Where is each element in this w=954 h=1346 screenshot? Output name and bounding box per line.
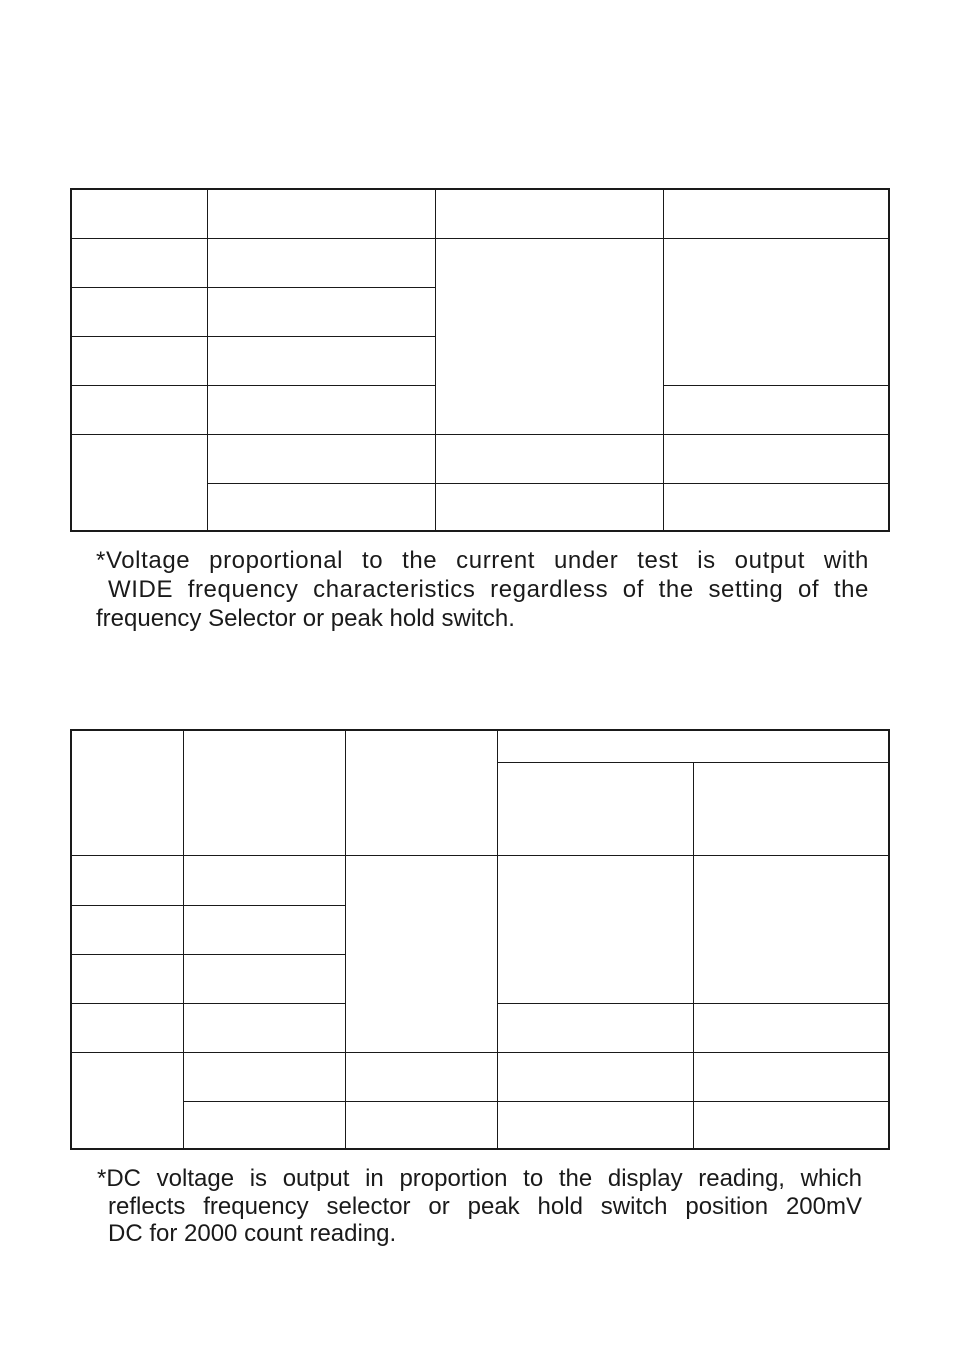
note-line: WIDE frequency characteristics regardless of the setting of the	[108, 576, 869, 603]
table-rule	[72, 954, 345, 955]
note-line: reflects frequency selector or peak hold switch position 200mV	[108, 1192, 862, 1220]
table-rule	[497, 731, 498, 1148]
output-table-1	[70, 188, 890, 532]
table-rule	[72, 336, 435, 337]
table-rule	[72, 238, 888, 239]
table-rule	[183, 1101, 888, 1102]
table-rule	[72, 855, 888, 856]
table-rule	[72, 434, 888, 435]
table-rule	[72, 385, 435, 386]
table-rule	[72, 905, 345, 906]
table-rule	[183, 731, 184, 1148]
table-rule	[72, 287, 435, 288]
table-rule	[693, 762, 694, 1148]
table-rule	[207, 483, 888, 484]
note-line: *DC voltage is output in proportion to the display reading, which	[97, 1165, 862, 1192]
table-rule	[663, 190, 664, 530]
table-rule	[435, 190, 436, 530]
table-rule	[345, 731, 346, 1148]
note-wide-frequency	[96, 546, 869, 633]
table-rule	[207, 190, 208, 530]
note-line: *Voltage proportional to the current under test is output with	[96, 547, 869, 574]
note-line: DC for 2000 count reading.	[108, 1220, 397, 1247]
note-line: frequency Selector or peak hold switch.	[96, 605, 515, 632]
note-dc-voltage	[97, 1165, 862, 1248]
table-rule	[663, 385, 888, 386]
table-rule	[72, 1003, 345, 1004]
table-rule	[72, 1052, 888, 1053]
output-table-2	[70, 729, 890, 1150]
